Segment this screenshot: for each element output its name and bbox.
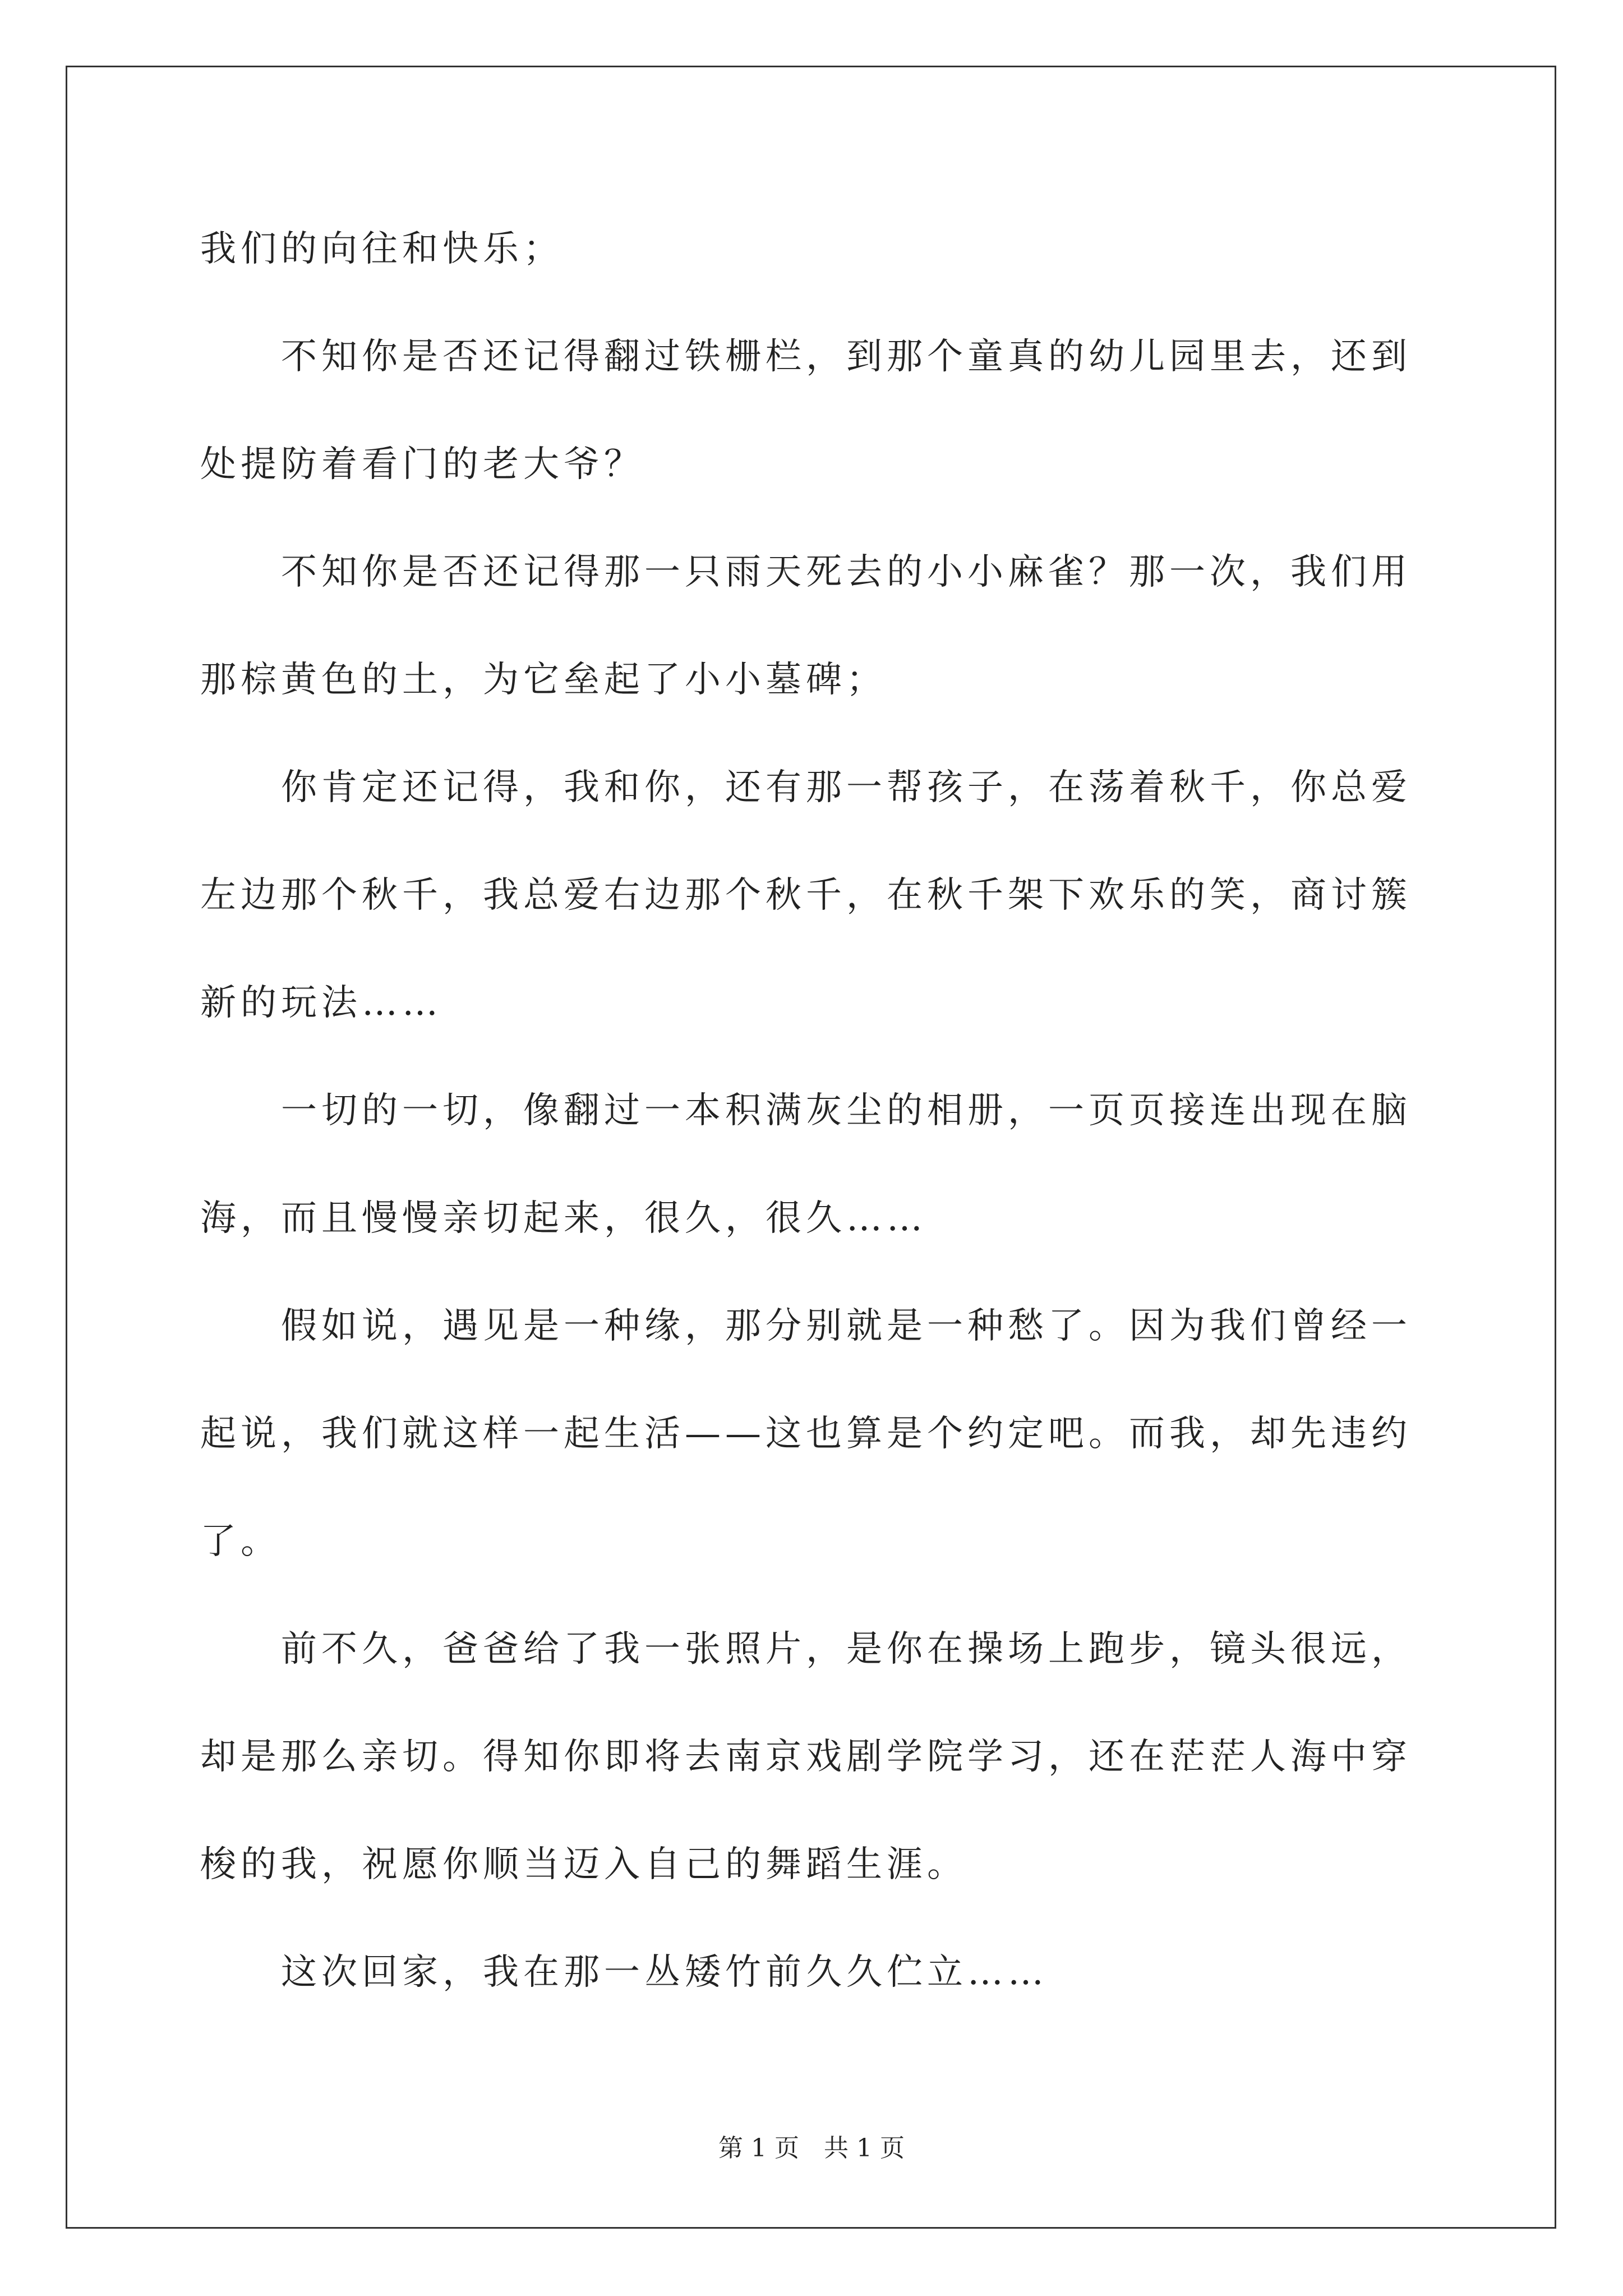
- text-line: 你肯定还记得，我和你，还有那一帮孩子，在荡着秋千，你总爱: [200, 767, 1412, 808]
- text-line: 那棕黄色的土，为它垒起了小小墓碑；: [200, 659, 887, 701]
- text-line: 我们的向往和快乐；: [200, 228, 564, 270]
- text-line: 不知你是否还记得翻过铁栅栏，到那个童真的幼儿园里去，还到: [200, 336, 1412, 378]
- text-line: 了。: [200, 1521, 281, 1562]
- text-line: 不知你是否还记得那一只雨天死去的小小麻雀？那一次，我们用: [200, 551, 1412, 593]
- text-line: 左边那个秋千，我总爱右边那个秋千，在秋千架下欢乐的笑，商讨簇: [200, 875, 1412, 916]
- text-line: 前不久，爸爸给了我一张照片，是你在操场上跑步，镜头很远，: [200, 1628, 1412, 1670]
- text-line: 一切的一切，像翻过一本积满灰尘的相册，一页页接连出现在脑: [200, 1090, 1412, 1131]
- text-line: 起说，我们就这样一起生活——这也算是个约定吧。而我，却先违约: [200, 1413, 1412, 1455]
- page-border: [66, 66, 1556, 2229]
- page-number-footer: 第 1 页 共 1 页: [718, 2134, 905, 2162]
- text-line: 这次回家，我在那一丛矮竹前久久伫立……: [200, 1952, 1048, 1993]
- text-line: 海，而且慢慢亲切起来，很久，很久……: [200, 1198, 927, 1239]
- text-line: 新的玩法……: [200, 982, 442, 1024]
- text-line: 梭的我，祝愿你顺当迈入自己的舞蹈生涯。: [200, 1844, 967, 1885]
- text-line: 假如说，遇见是一种缘，那分别就是一种愁了。因为我们曾经一: [200, 1305, 1412, 1347]
- text-line: 却是那么亲切。得知你即将去南京戏剧学院学习，还在茫茫人海中穿: [200, 1736, 1412, 1778]
- text-line: 处提防着看门的老大爷？: [200, 444, 644, 485]
